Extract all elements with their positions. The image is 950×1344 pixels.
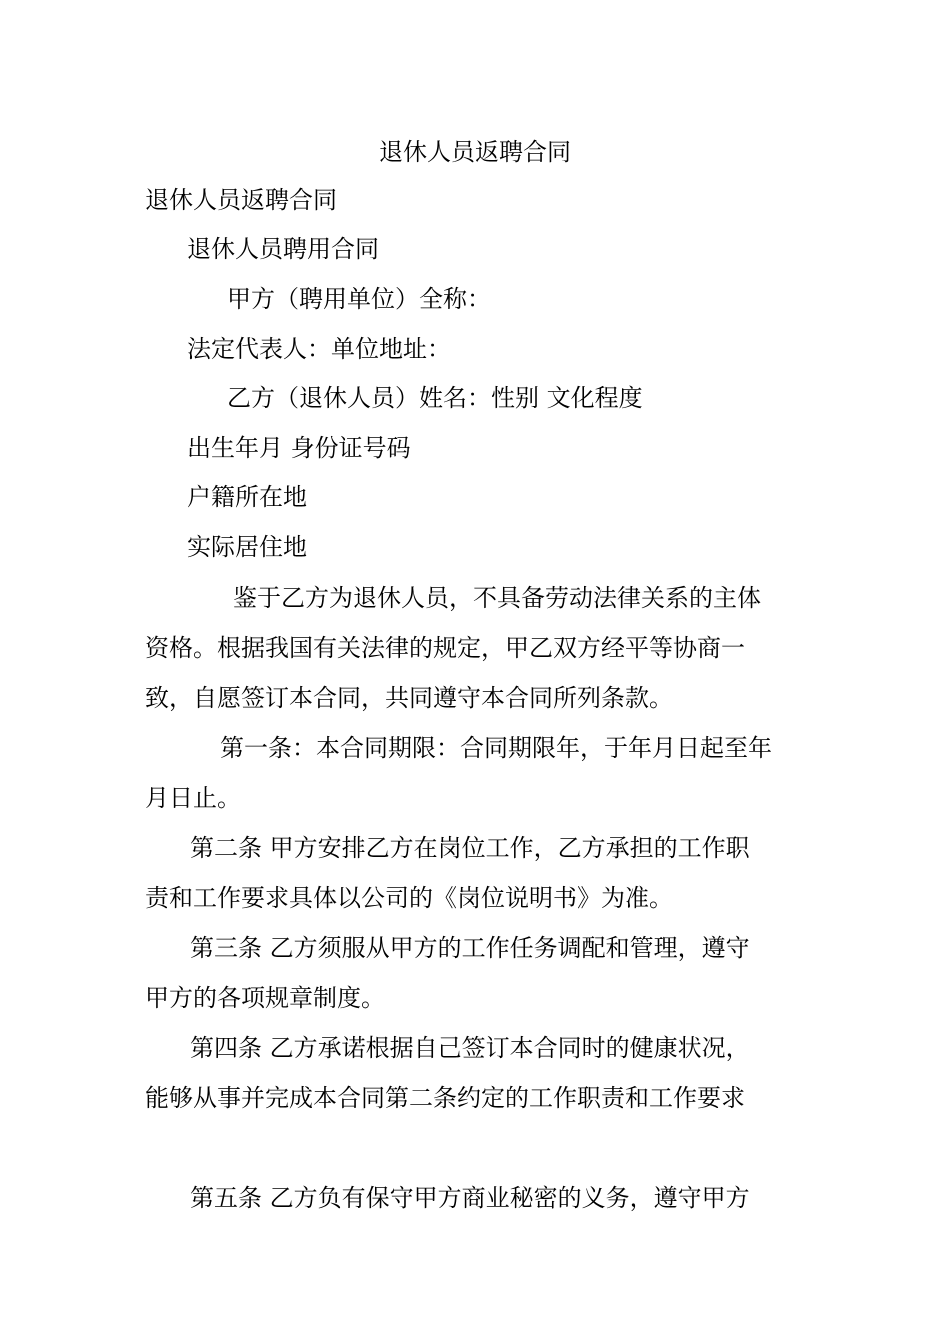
document-title: 退休人员返聘合同 (379, 138, 571, 166)
article-3-line-1: 第三条 乙方须服从甲方的工作任务调配和管理，遵守 (190, 934, 750, 962)
contract-subheading: 退休人员聘用合同 (187, 235, 379, 263)
residence-line: 实际居住地 (187, 533, 307, 561)
article-5-line-1: 第五条 乙方负有保守甲方商业秘密的义务，遵守甲方 (190, 1184, 750, 1212)
article-1-line-1: 第一条：本合同期限：合同期限年，于年月日起至年 (220, 734, 772, 762)
article-1-line-2: 月日止。 (145, 784, 241, 812)
preamble-line-2: 资格。根据我国有关法律的规定，甲乙双方经平等协商一 (145, 634, 745, 662)
legal-representative-line: 法定代表人：单位地址： (187, 335, 451, 363)
birth-id-line: 出生年月 身份证号码 (187, 434, 411, 462)
preamble-line-3: 致，自愿签订本合同，共同遵守本合同所列条款。 (145, 684, 673, 712)
article-4-line-1: 第四条 乙方承诺根据自己签订本合同时的健康状况， (190, 1034, 750, 1062)
article-2-line-1: 第二条 甲方安排乙方在岗位工作，乙方承担的工作职 (190, 834, 750, 862)
article-2-line-2: 责和工作要求具体以公司的《岗位说明书》为准。 (145, 884, 673, 912)
party-b-line: 乙方（退休人员）姓名：性别 文化程度 (227, 384, 643, 412)
household-registration-line: 户籍所在地 (187, 483, 307, 511)
article-4-line-2: 能够从事并完成本合同第二条约定的工作职责和工作要求 (145, 1084, 745, 1112)
party-a-line: 甲方（聘用单位）全称： (227, 285, 491, 313)
contract-heading: 退休人员返聘合同 (145, 186, 337, 214)
preamble-line-1: 鉴于乙方为退休人员，不具备劳动法律关系的主体 (233, 584, 761, 612)
article-3-line-2: 甲方的各项规章制度。 (145, 984, 385, 1012)
